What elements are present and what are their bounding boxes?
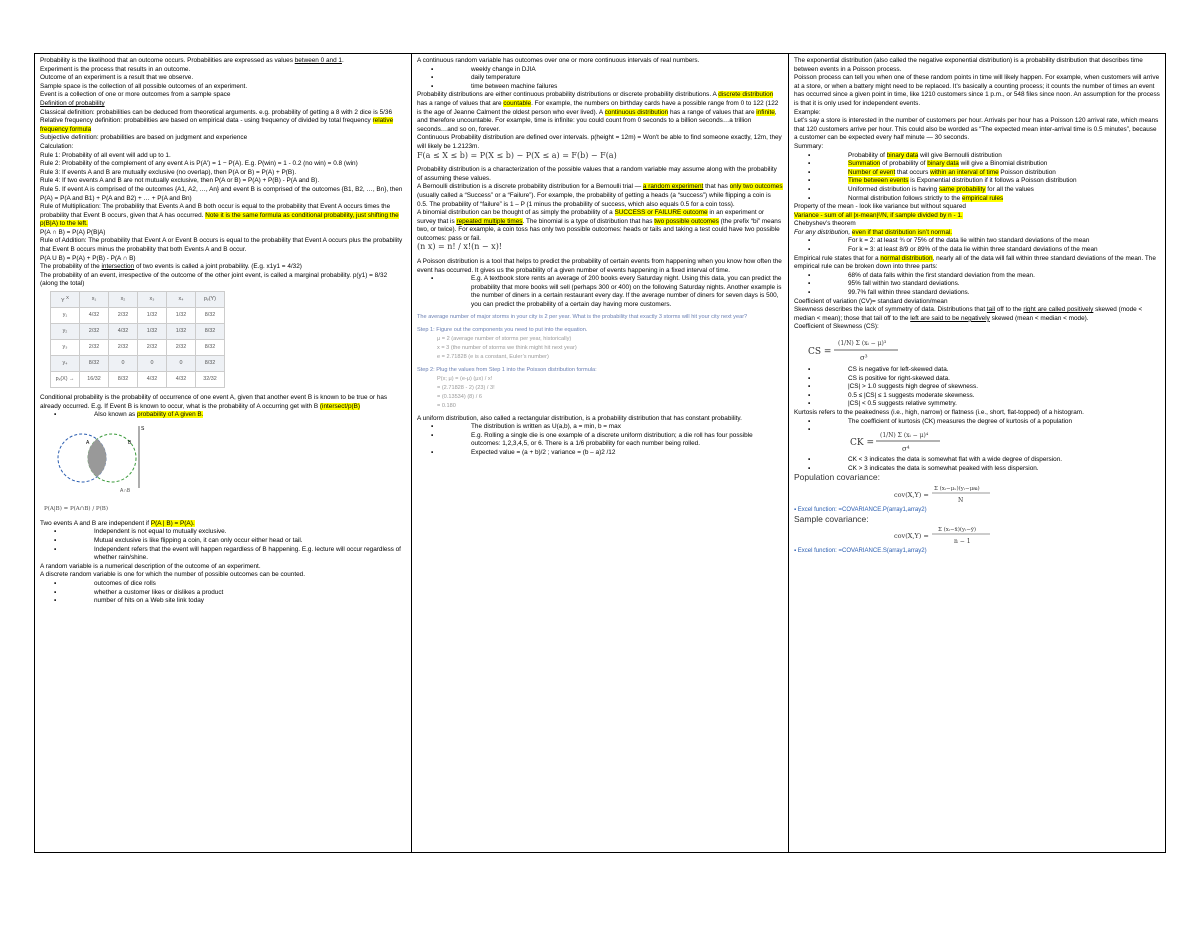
svg-text:cov(X,Y) =: cov(X,Y) = <box>894 490 929 499</box>
list-item: ▪ 68% of data falls within the first standard deviation from the mean. <box>808 272 1160 281</box>
svg-text:(1/N) Σ (xᵢ − μ)³: (1/N) Σ (xᵢ − μ)³ <box>838 340 887 347</box>
empirical-list <box>794 272 1160 298</box>
svg-text:σ⁴: σ⁴ <box>902 445 910 454</box>
rule-addition: Rule of Addition: The probability that Event A or Event B occurs is equal to the probability that Event A occurs plus the probability that Event B occurs minus the probability that both Events A and B occur. <box>40 237 403 254</box>
population-covariance-formula <box>794 482 994 506</box>
cs-formula <box>794 332 924 366</box>
independence-list <box>40 528 406 562</box>
list-item: ▪ Independent refers that the event will happen regardless of B happening. E.g. lecture will occur regardless of whether rain/shine. <box>54 546 406 563</box>
continuous-rv-definition: A continuous random variable has outcomes over one or more continuous intervals of real numbers. <box>417 57 700 64</box>
sample-covariance-formula <box>794 523 994 547</box>
example-line: x = 3 (the number of storms we think might hit next year) <box>437 344 577 351</box>
poisson-worked-example <box>417 313 783 411</box>
example-question: The average number of major storms in your city is 2 per year. What is the probability that exactly 3 storms will hit your city next year? <box>417 313 748 320</box>
example-step-1: Step 1: Figure out the components you need to put into the equation. <box>417 326 588 333</box>
store-example: Let’s say a store is interested in the number of customers per hour. Arrivals per hour has a Poisson 120 arrival rate, which means that 120 customers arrive per hour. This could also be worded as “The expected mean inter-arrival time is 0.5 minutes”, because a customer can be expected every half minute — 30 seconds. <box>794 117 1159 142</box>
binomial-definition: A binomial distribution can be thought of as simply the probability of a SUCCESS or FAILURE outcome in an experiment or survey that is repeated multiple times. The binomial is a type of distribution that has two possible outcomes (the prefix “bi” means two, or twice). For example, a coin toss has only two possible outcomes: heads or tails and taking a test could have two possible outcomes: pass or fail. <box>417 209 782 242</box>
skewness-definition: Skewness describes the lack of symmetry of data. Distributions that tail off to the right are called positively skewed (mode < median < mean); those that tail off to the left are said to be negatively skewed (mean < median < mode). <box>794 306 1143 322</box>
example-step-2: Step 2: Plug the values from Step 1 into the Poisson distribution formula: <box>417 366 597 373</box>
table-row: pₓ(X) → 16/32 8/32 4/32 4/32 32/32 <box>51 372 225 388</box>
example-line: = (0.13534) (8) / 6 <box>437 393 482 400</box>
independence-definition: Two events A and B are independent if P(A | B) = P(A). <box>40 519 195 527</box>
list-item: ▪ For k = 2: at least ¾ or 75% of the data lie within two standard deviations of the mean <box>808 237 1160 246</box>
joint-probability: The probability of the intersection of two events is called a joint probability. (E.g. x1y1 = 4/32) <box>40 263 302 271</box>
list-item: ▪ time between machine failures <box>431 83 783 92</box>
svg-text:n − 1: n − 1 <box>954 538 971 546</box>
sample-space-definition: Sample space is the collection of all possible outcomes of an experiment. <box>40 82 248 90</box>
rule-3: Rule 3: If events A and B are mutually exclusive (no overlap), then P(A or B) = P(A) + P(B). <box>40 168 297 176</box>
cs-list <box>794 366 1160 409</box>
list-item: ▪ whether a customer likes or dislikes a product <box>54 589 406 598</box>
venn-diagram <box>40 420 150 520</box>
outcome-definition: Outcome of an experiment is a result that we observe. <box>40 74 194 82</box>
list-item: ▪ 0.5 ≤ |CS| ≤ 1 suggests moderate skewness. <box>808 392 1160 401</box>
example-line: μ = 2 (average number of storms per year, historically) <box>437 335 572 342</box>
svg-text:CK =: ▪ CK = <box>850 438 875 449</box>
rule-1: Rule 1: Probability of all event will add up to 1. <box>40 151 171 159</box>
discrete-rv-definition: A discrete random variable is one for which the number of possible outcomes can be counted. <box>40 571 306 579</box>
cheat-sheet <box>34 53 1166 853</box>
list-item: ▪ Uniformed distribution is having same probability for all the values <box>808 186 1160 195</box>
joint-probability-table <box>50 291 225 388</box>
table-row: y₄ 8/32 0 0 0 8/32 <box>51 356 225 372</box>
bernoulli-definition: A Bernoulli distribution is a discrete probability distribution for a Bernoulli trial — a random experiment that has only two outcomes (usually called a “Success” or a “Failure”). For example, the probability of getting a heads (a “success”) while flipping a coin is 0.5. The probability of “failure” is 1 – P (1 minus the probability of success, which also equals 0.5 for a coin toss). <box>417 183 783 208</box>
experiment-definition: Experiment is the process that results in an outcome. <box>40 65 191 73</box>
multiplication-formula: P(A ∩ B) = P(A) P(B|A) <box>40 228 106 236</box>
table-header: x₄ <box>167 292 196 308</box>
list-item: ▪ Time between events is Exponential distribution if it follows a Poisson distribution <box>808 177 1160 186</box>
random-variable-definition: A random variable is a numerical description of the outcome of an experiment. <box>40 562 261 570</box>
population-covariance-title: Population covariance: <box>794 472 881 483</box>
event-definition: Event is a collection of one or more outcomes from a sample space <box>40 91 231 99</box>
exponential-definition: The exponential distribution (also called the negative exponential distribution) is a probability distribution that describes time between events in a Poisson process. <box>794 57 1143 73</box>
venn-label-s: S <box>141 425 145 432</box>
column-2 <box>412 54 789 852</box>
example-line: = 0.180 <box>437 402 456 409</box>
list-item: ▪ Summation of probability of binary data will give a Binomial distribution <box>808 160 1160 169</box>
definition-heading: Definition of probability <box>40 99 105 107</box>
list-item: ▪ Mutual exclusive is like flipping a coin, it can only occur either head or tail. <box>54 537 406 546</box>
list-item: ▪ CK > 3 indicates the data is somewhat peaked with less dispersion. <box>808 465 1160 474</box>
cdf-formula: F(a ≤ X ≤ b) = P(X ≤ b) − P(X ≤ a) = F(b) − F(a) <box>417 150 617 160</box>
binomial-formula: (n x) = n! / x!(n − x)! <box>417 242 503 252</box>
list-item: ▪ CS is negative for left-skewed data. <box>808 366 1160 375</box>
table-row: y₂ 2/32 4/32 1/32 1/32 8/32 <box>51 324 225 340</box>
list-item: ▪ CS is positive for right-skewed data. <box>808 375 1160 384</box>
svg-text:CS =: CS = <box>808 347 832 357</box>
sample-covariance-title: Sample covariance: <box>794 513 869 524</box>
list-item: ▪ For k = 3: at least 8/9 or 89% of the data lie within three standard deviations of the mean <box>808 246 1160 255</box>
rule-2: Rule 2: Probability of the complement of any event A is P(A') = 1 − P(A). E.g. P(win) = 1 - 0.2 (no win) = 0.8 (win) <box>40 160 358 168</box>
list-item: ▪ 99.7% fall within three standard deviations. <box>808 289 1160 298</box>
svg-text:(1/N) Σ (xᵢ − μ)⁴: (1/N) Σ (xᵢ − μ)⁴ <box>880 432 929 440</box>
empirical-rule: Empirical rule states that for a normal distribution, nearly all of the data will fall within three standard deviations of the mean. The empirical rule can be broken down into three parts: <box>794 254 1156 271</box>
list-item: ▪ E.g. Rolling a single die is one example of a discrete uniform distribution; a die roll has four possible outcomes: 1,2,3,4,5, or 6. There is a 1/6 probability for each number being rolled. <box>431 432 783 449</box>
addition-formula: P(A U B) = P(A) + P(B) - P(A ∩ B) <box>40 254 136 262</box>
list-item: ▪ E.g. A textbook store rents an average of 200 books every Saturday night. Using this data, you can predict the probability that more books will sell (perhaps 300 or 400) on the following Saturday nights. Another example is the number of diners in a certain restaurant every day. If the average number of diners for seven days is 500, you can predict the probability of a certain day having more customers. <box>431 275 783 309</box>
skewness-coefficient-heading: Coefficient of Skewness (CS): <box>794 323 879 331</box>
distribution-types: Probability distributions are either continuous probability distributions or discrete probability distributions. A discrete distribution has a range of values that are countable. For example, the numbers on birthday cards have a possible range from 0 to 122 (122 is the age of Jeanne Calment the oldest person who ever lived). A continuous distribution has a range of values that are infinite, and therefore uncountable. For example, time is infinite: you could count from 0 seconds to a billion seconds…a trillion seconds…and so on, forever. <box>417 91 779 133</box>
list-item: ▪ The distribution is written as U(a,b), a = min, b = max <box>431 423 783 432</box>
svg-text:cov(X,Y) =: cov(X,Y) = <box>894 532 929 541</box>
list-item: ▪ weekly change in DJIA <box>431 66 783 75</box>
chebyshev-list <box>794 237 1160 254</box>
list-item: ▪ |CS| > 1.0 suggests high degree of skewness. <box>808 383 1160 392</box>
list-item: ▪ Independent is not equal to mutually exclusive. <box>54 528 406 537</box>
poisson-process: Poisson process can tell you when one of these random points in time will likely happen. For example, when customers will arrive at a store, or when a battery might need to be replaced. It’s basically a counting process; it counts the number of times an event has occurred since a given point in time, like 1210 customers since 1 p.m., or 548 files since noon. An assumption for the process is that it is only used for independent events. <box>794 74 1160 107</box>
svg-text:σ³: σ³ <box>860 354 868 362</box>
classical-definition: Classical definition: probabilities can be deduced from theoretical arguments. e.g. probability of getting a 8 with 2 dice is 5/36 <box>40 108 393 116</box>
table-row: y₁ 4/32 2/32 1/32 1/32 8/32 <box>51 308 225 324</box>
list-item: ▪ |CS| < 0.5 suggests relative symmetry. <box>808 400 1160 409</box>
conditional-probability: Conditional probability is the probability of occurrence of one event A, given that another event B is known to be true or has already occurred. E.g. If Event B is known to occur, what is the probability of A occurring get with B (intersect/p(B) <box>40 394 388 410</box>
poisson-examples <box>417 275 783 309</box>
venn-label-a: A <box>86 439 90 446</box>
rule-4: Rule 4: If two events A and B are not mutually exclusive, then P(A or B) = P(A) + P(B) - P(A and B). <box>40 177 320 185</box>
venn-formula: P(A|B) = P(A∩B) / P(B) <box>44 505 108 512</box>
list-item <box>808 426 1160 456</box>
list-item: ▪ number of hits on a Web site link today <box>54 597 406 606</box>
table-corner: Y $^X$ <box>51 292 80 308</box>
summary-heading: Summary: <box>794 142 824 150</box>
venn-label-ab: A∩B <box>120 487 131 494</box>
discrete-examples <box>40 580 406 606</box>
column-1 <box>35 54 412 852</box>
list-item: ▪ Number of event that occurs within an interval of time Poisson distribution <box>808 169 1160 178</box>
calculation-heading: Calculation: <box>40 142 74 150</box>
venn-intersection <box>88 439 107 477</box>
kurtosis-list <box>794 418 1160 474</box>
coefficient-of-variation: Coefficient of variation (CV)= standard deviation/mean <box>794 297 948 305</box>
list-item: ▪ The coefficient of kurtosis (CK) measures the degree of kurtosis of a population <box>808 418 1160 427</box>
example-line: e = 2.71828 (e is a constant, Euler’s number) <box>437 353 549 360</box>
continuous-intervals: Continuous Probability distribution are defined over intervals. p(height = 12m) = Won't be able to find someone exactly, 12m, they will likely be 1.2123m. <box>417 134 782 150</box>
mean-property: Property of the mean - look like variance but without squared <box>794 203 966 211</box>
table-header: x₂ <box>109 292 138 308</box>
table-row: y₃ 2/32 2/32 2/32 2/32 8/32 <box>51 340 225 356</box>
list-item: ▪ outcomes of dice rolls <box>54 580 406 589</box>
kurtosis-definition: Kurtosis refers to the peakedness (i.e., high, narrow) or flatness (i.e., short, flat-topped) of a histogram. <box>794 408 1084 416</box>
list-item: ▪ 95% fall within two standard deviations. <box>808 280 1160 289</box>
svg-text:Σ (xᵢ−x̄)(yᵢ−ȳ): Σ (xᵢ−x̄)(yᵢ−ȳ) <box>938 527 977 534</box>
list-item: ▪ Normal distribution follows strictly to the empirical rules <box>808 195 1160 204</box>
probability-definition: Probability is the likelihood that an outcome occurs. Probabilities are expressed as values between 0 and 1. <box>40 57 344 64</box>
chebyshev-statement: For any distribution, even if that distribution isn’t normal. <box>794 228 953 236</box>
marginal-probability: The probability of an event, irrespective of the outcome of the other joint event, is called a marginal probability. p(y1) = 8/32 (along the total) <box>40 271 388 288</box>
variance-note: Variance - sum of all |x-mean|²/N, if sample divided by n - 1. <box>794 211 963 219</box>
table-header: x₁ <box>80 292 109 308</box>
conditional-list <box>40 411 406 420</box>
example-line: P(x; μ) = (e-μ) (μx) / x! <box>437 375 493 382</box>
svg-text:Σ (xᵢ−μₓ)(yᵢ−μᵯ): Σ (xᵢ−μₓ)(yᵢ−μᵯ) <box>934 485 980 492</box>
list-item: ▪ daily temperature <box>431 74 783 83</box>
subjective-definition: Subjective definition: probabilities are based on judgment and experience <box>40 134 248 142</box>
excel-covariance-p: ▪ Excel function: =COVARIANCE.P(array1,array2) <box>794 506 927 513</box>
table-header: x₃ <box>138 292 167 308</box>
list-item: ▪ Expected value = (a + b)/2 ; variance = (b – a)2 /12 <box>431 449 783 458</box>
example-heading: Example: <box>794 108 821 116</box>
chebyshev-heading: Chebyshev’s theorem <box>794 220 856 228</box>
excel-covariance-s: ▪ Excel function: =COVARIANCE.S(array1,array2) <box>794 548 927 555</box>
probability-distribution-definition: Probability distribution is a characterization of the possible values that a random variable may assume along with the probability of assuming these values. <box>417 166 777 182</box>
relative-frequency-definition: Relative frequency definition: probabilities are based on empirical data - using frequency of divided by total frequency relative frequency formula <box>40 117 394 133</box>
table-header: pᵧ(Y) <box>196 292 225 308</box>
rule-multiplication: Rule of Multiplication: The probability that Events A and B both occur is equal to the probability that Event A occurs times the probability that Event B occurs, given that A has occurred. Note it is the same formula as conditional probability, just shifting the p(B|A) to the left. <box>40 203 399 228</box>
summary-list <box>794 152 1160 204</box>
list-item: ▪ CK < 3 indicates the data is somewhat flat with a wide degree of dispersion. <box>808 456 1160 465</box>
svg-text:N: N <box>958 496 964 504</box>
poisson-definition: A Poisson distribution is a tool that helps to predict the probability of certain events from happening when you know how often the event has occurred. It gives us the probability of a given number of events happening in a fixed interval of time. <box>417 258 782 274</box>
uniform-definition: A uniform distribution, also called a rectangular distribution, is a probability distribution that has constant probability. <box>417 414 742 422</box>
list-item: ▪ Also known as probability of A given B. <box>54 411 406 420</box>
example-line: = (2.71828 - 2) (23) / 3! <box>437 384 495 391</box>
uniform-list <box>417 423 783 457</box>
list-item: ▪ Probability of binary data will give Bernoulli distribution <box>808 152 1160 161</box>
rule-5: Rule 5. If event A is comprised of the outcomes {A1, A2, …, An} and event B is comprised of the outcomes {B1, B2, …, Bn}, then P(A) = P(A and B1) + P(A and B2) + … + P(A and Bn) <box>40 185 403 202</box>
continuous-examples <box>417 66 783 92</box>
column-3 <box>789 54 1165 852</box>
venn-label-b: B <box>128 439 132 446</box>
ck-formula <box>848 426 968 456</box>
